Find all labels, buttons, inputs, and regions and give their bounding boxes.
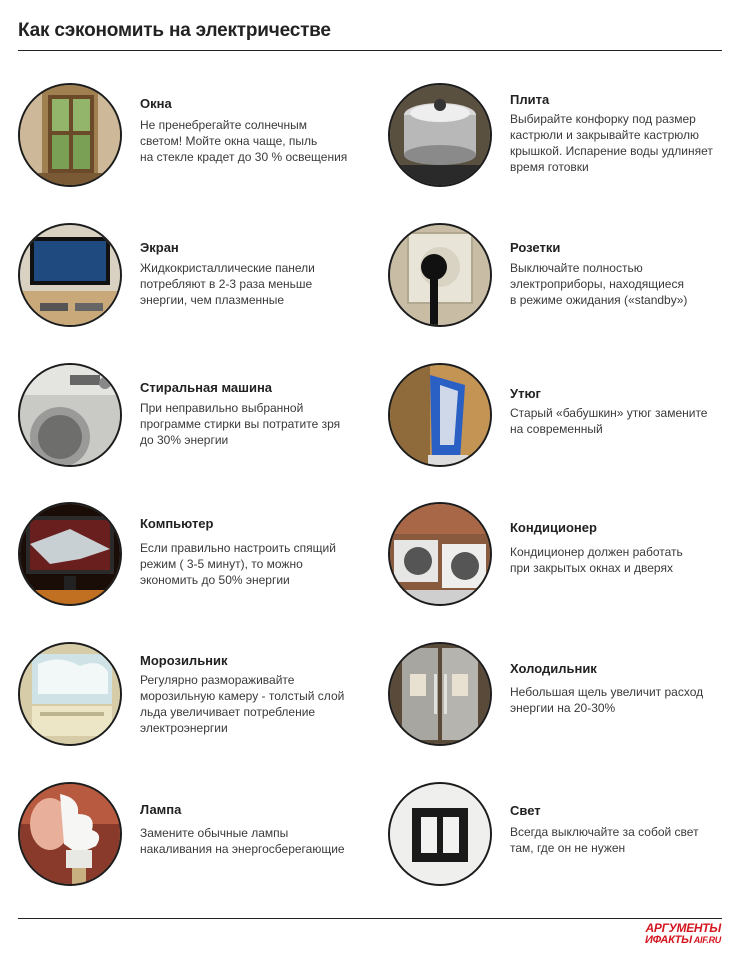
washing-machine-photo-icon [18,363,122,467]
tip-description: Выбирайте конфорку под размер кастрюли и закрывайте кастрюлю крышкой. Испарение воды удлиняет время готовки [510,112,713,174]
tip-computer [18,502,378,612]
bottom-divider [18,918,722,919]
plug-photo-icon [388,223,492,327]
tip-stove [388,83,735,193]
tip-title: Утюг [510,386,541,401]
tip-title: Розетки [510,240,561,255]
tip-description: Если правильно настроить спящий режим ( 3-5 минут), то можно экономить до 50% энергии [140,541,336,587]
tip-description: Старый «бабушкин» утюг замените на современный [510,406,708,436]
tip-freezer [18,642,378,752]
tip-title: Кондиционер [510,520,597,535]
tip-description: Замените обычные лампы накаливания на энергосберегающие [140,826,345,856]
freezer-photo-icon [18,642,122,746]
tip-lamp [18,782,378,892]
tip-description: Не пренебрегайте солнечным светом! Мойте окна чаще, пыль на стекле крадет до 30 % освещения [140,118,348,164]
tip-title: Холодильник [510,661,597,676]
window-photo-icon [18,83,122,187]
tip-sockets [388,223,735,333]
light-switch-photo-icon [388,782,492,886]
tip-title: Лампа [140,802,182,817]
tip-iron [388,363,735,473]
aif-logo: АРГУМЕНТЫ ИФАКТЫ AIF.RU [644,921,721,946]
tip-title: Экран [140,240,179,255]
tip-title: Морозильник [140,653,228,668]
tip-description: При неправильно выбранной программе стирки вы потратите зря до 30% энергии [140,401,341,447]
air-conditioner-photo-icon [388,502,492,606]
tip-light [388,782,735,892]
iron-photo-icon [388,363,492,467]
tip-washer [18,363,378,473]
page-title: Как сэкономить на электричестве [18,20,331,41]
tip-description: Жидкокристаллические панели потребляют в 2-3 раза меньше энергии, чем плазменные [140,261,315,307]
tip-description: Всегда выключайте за собой свет там, где он не нужен [510,825,699,855]
tv-photo-icon [18,223,122,327]
tip-description: Выключайте полностью электроприборы, находящиеся в режиме ожидания («standby») [510,261,688,307]
monitor-photo-icon [18,502,122,606]
cfl-bulb-photo-icon [18,782,122,886]
tip-description: Кондиционер должен работать при закрытых окнах и дверях [510,545,683,575]
tip-title: Стиральная машина [140,380,273,395]
tip-description: Небольшая щель увеличит расход энергии на 20-30% [510,685,704,715]
tip-fridge [388,642,735,752]
top-divider [18,50,722,51]
tip-screen [18,223,378,333]
tip-title: Окна [140,96,172,111]
tip-title: Компьютер [140,516,214,531]
pot-photo-icon [388,83,492,187]
tip-title: Свет [510,803,541,818]
tip-title: Плита [510,92,550,107]
tip-ac [388,502,735,612]
tip-windows [18,83,378,193]
fridge-photo-icon [388,642,492,746]
tip-description: Регулярно размораживайте морозильную камеру - толстый слой льда увеличивает потребление электроэнергии [140,673,345,735]
